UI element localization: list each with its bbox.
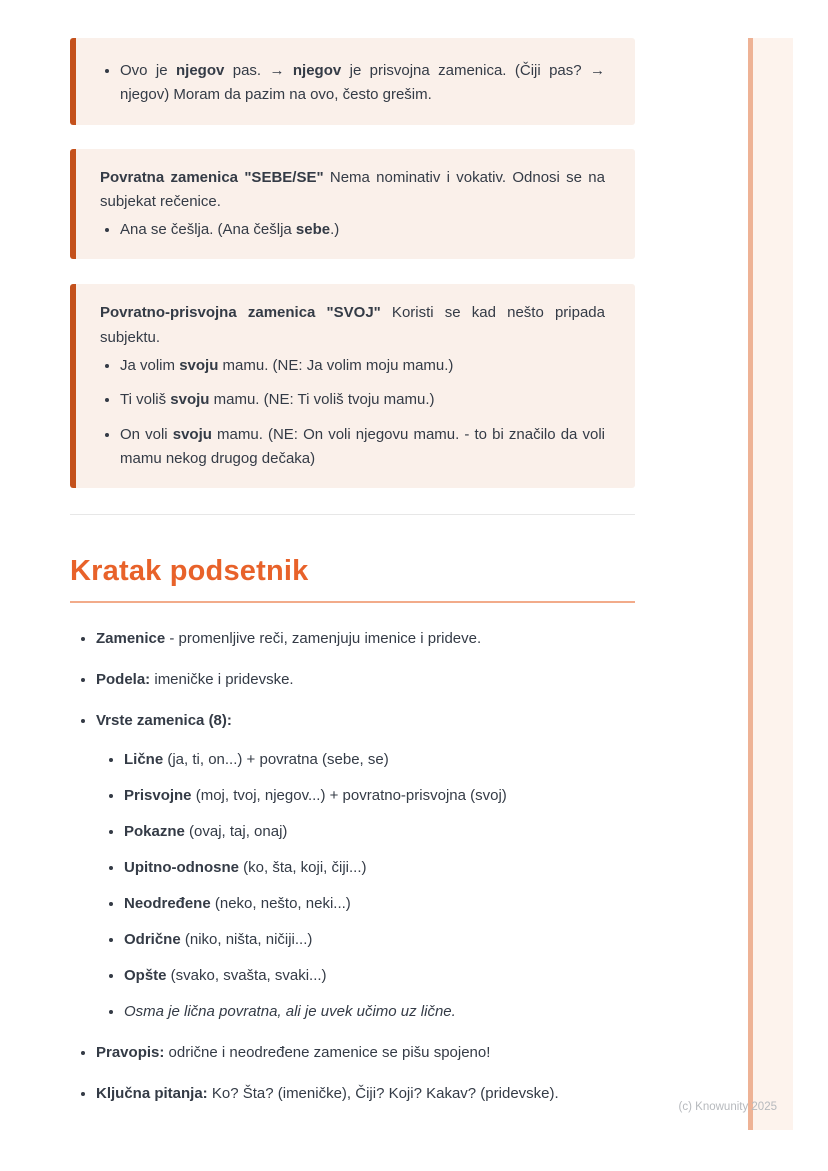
list-item: • Ja volim svoju mamu. (NE: Ja volim moju mamu.) <box>120 354 605 378</box>
section-divider <box>70 514 635 515</box>
callout-list <box>100 354 605 471</box>
list-item: • Prisvojne (moj, tvoj, njegov...) + povratno-prisvojna (svoj) <box>124 784 635 808</box>
list-item: • Pokazne (ovaj, taj, onaj) <box>124 820 635 844</box>
callout-box-example <box>70 38 635 125</box>
list-item <box>96 709 635 1024</box>
callout-lead: Povratno-prisvojna zamenica "SVOJ" Koristi se kad nešto pripada subjektu. <box>100 304 605 346</box>
page-edge-decoration <box>748 38 793 1130</box>
list-item: • Neodređene (neko, nešto, neki...) <box>124 892 635 916</box>
list-item: • Ključna pitanja: Ko? Šta? (imeničke), Čiji? Koji? Kakav? (pridevske). <box>96 1082 635 1106</box>
list-item: • On voli svoju mamu. (NE: On voli njegovu mamu. - to bi značilo da voli mamu nekog drugog dečaka) <box>120 423 605 472</box>
callout-box-povratno-prisvojna <box>70 284 635 488</box>
list-item: • Opšte (svako, svašta, svaki...) <box>124 964 635 988</box>
callout-box-povratna-zamenica <box>70 149 635 260</box>
list-item: • Ovo je njegov pas. → njegov je prisvojna zamenica. (Čiji pas? → njegov) Moram da pazim na ovo, često grešim. <box>120 59 605 108</box>
section-title: Kratak podsetnik <box>70 555 635 603</box>
summary-list <box>70 627 635 1106</box>
callout-list <box>100 218 605 242</box>
document-content <box>70 38 635 1106</box>
list-item: • Ti voliš svoju mamu. (NE: Ti voliš tvoju mamu.) <box>120 388 605 412</box>
list-item: • Osma je lična povratna, ali je uvek učimo uz lične. <box>124 1000 635 1024</box>
list-item: • Zamenice - promenljive reči, zamenjuju imenice i prideve. <box>96 627 635 651</box>
list-item: • Odrične (niko, ništa, ničiji...) <box>124 928 635 952</box>
list-item: • Podela: imeničke i pridevske. <box>96 668 635 692</box>
copyright-notice: (c) Knowunity 2025 <box>678 1101 777 1113</box>
pronoun-types-list <box>96 748 635 1024</box>
list-item-label: Vrste zamenica (8): <box>96 712 232 730</box>
list-item: • Pravopis: odrične i neodređene zamenice se pišu spojeno! <box>96 1041 635 1065</box>
list-item: • Ana se češlja. (Ana češlja sebe.) <box>120 218 605 242</box>
callout-lead: Povratna zamenica "SEBE/SE" Nema nominativ i vokativ. Odnosi se na subjekat rečenice. <box>100 168 605 210</box>
list-item: • Lične (ja, ti, on...) + povratna (sebe, se) <box>124 748 635 772</box>
callout-list <box>100 59 605 108</box>
list-item: • Upitno-odnosne (ko, šta, koji, čiji...) <box>124 856 635 880</box>
